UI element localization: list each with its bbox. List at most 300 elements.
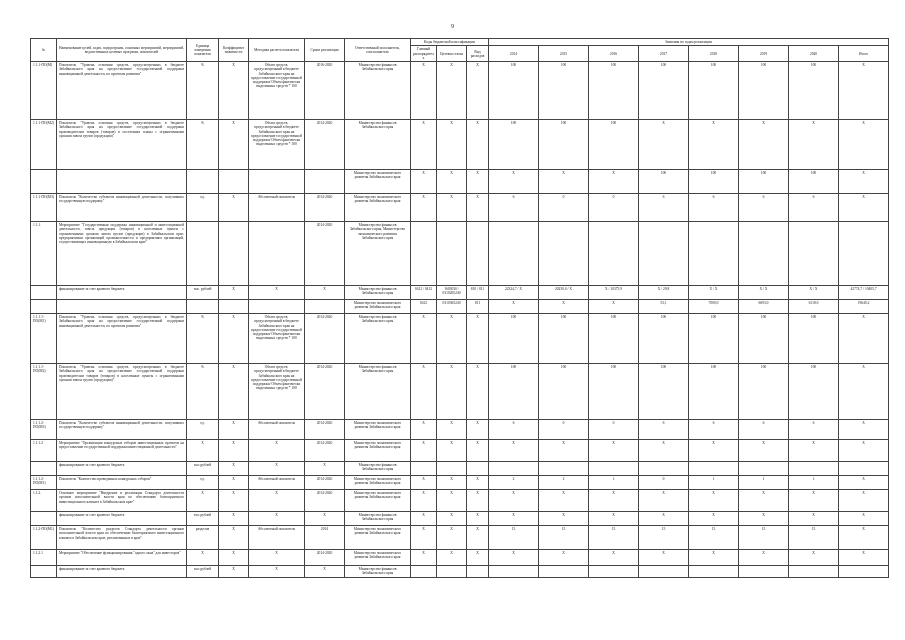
cell-name: Мероприятие "Государственная поддержка инновационной и инвестиционной деятельности, завоза продукции (товаров) в населенные пункты с ограниченными сроками завоза грузов (продукции) в Забайкальском крае, предприятиями организаций промышленности и предприятиям организаций, осуществляющих инновационную в Забайкальском крае" (57, 222, 187, 286)
cell-year-value: Х (639, 490, 689, 512)
cell-year-value: 100 (639, 364, 689, 420)
cell-name: Показатель "Количество разделов Стандарта деятельности органов исполнительной власти края по обеспечению благоприятного инвестиционного климата в Забайкальском крае, реализованных в крае" (57, 526, 187, 550)
cell-year-value: 6 (789, 420, 839, 440)
cell-b2: Х (437, 550, 467, 566)
cell-year-value: Х (489, 300, 539, 314)
cell-b2: Х (437, 476, 467, 490)
cell-year-value: 1 (789, 476, 839, 490)
cell-method: Объем средств, предусмотренный в бюджете Забайкальского края на предоставление государственной поддержки/ Объем фактически выделенных средств * 100 (249, 364, 305, 420)
cell-year-value: 20250,0 / Х (539, 286, 589, 300)
cell-unit: Х (187, 440, 219, 462)
cell-year-value: 100 (489, 364, 539, 420)
cell-year-value: 100 (539, 314, 589, 364)
cell-method: Х (249, 440, 305, 462)
cell-year-value: Х (489, 512, 539, 526)
page-number: 9 (451, 24, 454, 30)
cell-year-value: Х (489, 490, 539, 512)
cell-period: 2014-2020 (305, 364, 345, 420)
header-budget-article: Целевая статья (437, 46, 467, 62)
cell-period: 2014-2020 (305, 550, 345, 566)
cell-b3: Х (467, 512, 489, 526)
cell-coef: Х (219, 462, 249, 476)
cell-unit (187, 170, 219, 194)
cell-year-value: Х (689, 550, 739, 566)
cell-num (31, 300, 57, 314)
cell-year-value: Х / 29,8 (639, 286, 689, 300)
cell-year-value: 100 (689, 314, 739, 364)
cell-b2: 1603030 / 0310265240 (437, 286, 467, 300)
cell-unit: разделов (187, 526, 219, 550)
table-row (31, 194, 889, 222)
cell-resp: Министерство финансов Забайкальского края (345, 512, 411, 526)
cell-b2: Х (437, 440, 467, 462)
cell-year-value: 100 (539, 120, 589, 170)
program-table-sheet (30, 38, 888, 578)
cell-year-value: 100 (789, 62, 839, 120)
cell-b1: Х (411, 120, 437, 170)
cell-year-value: Х (689, 512, 739, 526)
cell-total: Х (839, 512, 889, 526)
table-row (31, 566, 889, 578)
cell-year-value: Х (789, 512, 839, 526)
cell-year-value: Х (789, 440, 839, 462)
cell-total: Х (839, 440, 889, 462)
cell-name: Мероприятие "Обеспечение функционирования "одного окна" для инвесторов" (57, 550, 187, 566)
header-budget-codes: Коды бюджетной классификации (411, 39, 489, 46)
cell-b1 (411, 222, 437, 286)
cell-num: 1.1.1.1-ПО(М2) (31, 364, 57, 420)
cell-period: 2014-2020 (305, 440, 345, 462)
cell-resp: Министерство финансов Забайкальского края (345, 364, 411, 420)
cell-total: Х (839, 62, 889, 120)
cell-year-value: 6 (789, 194, 839, 222)
cell-year-value: Х (589, 440, 639, 462)
cell-year-value: 15 (639, 526, 689, 550)
cell-resp: Министерство экономического развития Забайкальского края (345, 490, 411, 512)
cell-method: Х (249, 550, 305, 566)
cell-unit: ед. (187, 194, 219, 222)
cell-year-value: 15 (689, 526, 739, 550)
table-row (31, 440, 889, 462)
cell-num: 1.1.2-ПО(М1) (31, 526, 57, 550)
cell-resp: Министерство финансов Забайкальского края (345, 314, 411, 364)
cell-b3: Х (467, 490, 489, 512)
cell-b3: Х (467, 440, 489, 462)
header-budget-main: Главный распорядитель (411, 46, 437, 62)
cell-b2: Х (437, 62, 467, 120)
cell-year-value: 53,1 (639, 300, 689, 314)
cell-b2 (437, 462, 467, 476)
cell-year-value: 6 (639, 194, 689, 222)
cell-year-value (689, 566, 739, 578)
cell-coef: Х (219, 364, 249, 420)
cell-resp: Министерство экономического развития Забайкальского края (345, 420, 411, 440)
cell-year-value: Х (739, 550, 789, 566)
cell-b2: Х (437, 364, 467, 420)
cell-year-value: Х (489, 550, 539, 566)
cell-b3: Х (467, 314, 489, 364)
header-year: 2016 (589, 46, 639, 62)
cell-year-value (539, 222, 589, 286)
cell-year-value (589, 222, 639, 286)
cell-num: 1.1.1.2-ПО(М3) (31, 420, 57, 440)
cell-coef: Х (219, 194, 249, 222)
cell-name: Показатель "Количество субъектов инновационной деятельности, получивших государственную поддержку" (57, 420, 187, 440)
cell-name: финансирование за счет краевого бюджета (57, 462, 187, 476)
cell-coef (219, 222, 249, 286)
cell-method: Х (249, 490, 305, 512)
cell-unit: ед. (187, 476, 219, 490)
cell-year-value: 15 (739, 526, 789, 550)
header-name: Наименование целей, задач, подпрограмм, основных мероприятий, мероприятий, ведомственных целевых программ, показателей (57, 39, 187, 62)
cell-year-value: Х (539, 440, 589, 462)
cell-name: финансирование за счет краевого бюджета (57, 566, 187, 578)
cell-num (31, 462, 57, 476)
cell-method: Х (249, 462, 305, 476)
cell-year-value (489, 566, 539, 578)
cell-unit: тыс. рублей (187, 286, 219, 300)
cell-b1: Х (411, 62, 437, 120)
header-total: Итого (839, 46, 889, 62)
cell-method (249, 300, 305, 314)
cell-year-value: Х (589, 300, 639, 314)
table-row (31, 62, 889, 120)
table-row (31, 286, 889, 300)
cell-b2: Х (437, 490, 467, 512)
cell-total: Х (839, 170, 889, 194)
cell-year-value (739, 222, 789, 286)
header-period: Сроки реализации (305, 39, 345, 62)
cell-year-value: 22324,7 / Х (489, 286, 539, 300)
cell-method (249, 222, 305, 286)
cell-year-value: 100 (589, 120, 639, 170)
cell-unit: % (187, 62, 219, 120)
cell-b2: Х (437, 420, 467, 440)
cell-period: 2014-2020 (305, 222, 345, 286)
cell-year-value: 6 (489, 420, 539, 440)
cell-b3: Х (467, 420, 489, 440)
header-year: 2018 (689, 46, 739, 62)
cell-num: 1.1.1.2-ПО(М1) (31, 476, 57, 490)
cell-year-value: 100 (489, 62, 539, 120)
cell-total: Х (839, 490, 889, 512)
cell-b1: Х (411, 364, 437, 420)
cell-coef: Х (219, 550, 249, 566)
cell-resp: Министерство экономического развития Забайкальского края (345, 170, 411, 194)
cell-resp: Министерство финансов Забайкальского края (345, 566, 411, 578)
cell-year-value (539, 462, 589, 476)
cell-year-value: Х (739, 490, 789, 512)
cell-resp: Министерство финансов Забайкальского края (345, 462, 411, 476)
cell-unit: Х (187, 550, 219, 566)
cell-year-value: Х / Х (689, 286, 739, 300)
cell-period: 2016-2020 (305, 62, 345, 120)
cell-resp: Министерство экономического развития Забайкальского края (345, 550, 411, 566)
cell-year-value (789, 566, 839, 578)
cell-num: 1.1.2. (31, 490, 57, 512)
cell-b3 (467, 222, 489, 286)
cell-name: Показатель "Уровень освоения средств, предусмотренных в бюджете Забайкальского края на предоставление государственной поддержки производителям товаров (товаров) в населенные пункты с ограниченными сроками завоза грузов (продукции)" (57, 364, 187, 420)
cell-year-value: 100 (639, 314, 689, 364)
cell-coef (219, 300, 249, 314)
cell-total: 42774,7 / 10405,7 (839, 286, 889, 300)
cell-period: 2014-2020 (305, 120, 345, 170)
cell-name (57, 300, 187, 314)
cell-unit: ед. (187, 420, 219, 440)
cell-total (839, 462, 889, 476)
cell-year-value: 100 (689, 170, 739, 194)
cell-b3 (467, 566, 489, 578)
cell-unit (187, 222, 219, 286)
cell-name: Показатель "Количество субъектов инновационной деятельности, получивших государственную поддержку" (57, 194, 187, 222)
cell-period: 2014-2020 (305, 420, 345, 440)
cell-name: Показатель "Уровень освоения средств, предусмотренных в бюджете Забайкальского края на предоставление государственной поддержки производителям товаров (товаров) в поселениях планы с ограниченными сроками завоза грузов (продукции)" (57, 120, 187, 170)
cell-resp: Министерство экономического развития Забайкальского края (345, 526, 411, 550)
cell-year-value: Х / Х (739, 286, 789, 300)
cell-b1: Х (411, 440, 437, 462)
cell-year-value (489, 222, 539, 286)
cell-total: Х (839, 420, 889, 440)
cell-year-value: 15 (539, 526, 589, 550)
cell-year-value: 2 (489, 476, 539, 490)
cell-year-value: Х (689, 490, 739, 512)
cell-period: Х (305, 286, 345, 300)
cell-resp: Министерство экономического развития Забайкальского края (345, 194, 411, 222)
cell-unit: тыс.рублей (187, 512, 219, 526)
cell-b2 (437, 222, 467, 286)
cell-year-value: 6 (739, 420, 789, 440)
cell-name: финансирование за счет краевого бюджета (57, 512, 187, 526)
header-year: 2020 (789, 46, 839, 62)
cell-year-value: Х (639, 440, 689, 462)
cell-year-value (589, 566, 639, 578)
cell-coef: Х (219, 512, 249, 526)
cell-resp: Министерство экономического развития Забайкальского края (345, 300, 411, 314)
cell-num: 1.1.1-ПО(М3) (31, 194, 57, 222)
header-year: 2019 (739, 46, 789, 62)
cell-b3: Х (467, 62, 489, 120)
header-year: 2015 (539, 46, 589, 62)
cell-year-value: 1 (689, 476, 739, 490)
cell-year-value: 2 (539, 476, 589, 490)
cell-year-value: Х (589, 490, 639, 512)
cell-method: Объем средств, предусмотренный в бюджете Забайкальского края на предоставление государственной поддержки/ Объем фактически выделенных средств * 100 (249, 62, 305, 120)
cell-year-value: Х (789, 120, 839, 170)
cell-method (249, 170, 305, 194)
cell-year-value: Х (739, 440, 789, 462)
cell-method: Абсолютный показатель (249, 526, 305, 550)
cell-num (31, 512, 57, 526)
cell-b2: Х (437, 526, 467, 550)
cell-b1: Х (411, 526, 437, 550)
cell-year-value: 0 (639, 476, 689, 490)
cell-year-value: 0 (589, 194, 639, 222)
cell-b2: 0310365240 (437, 300, 467, 314)
cell-b3 (467, 462, 489, 476)
cell-period: 2014-2020 (305, 314, 345, 364)
table-row (31, 526, 889, 550)
cell-total (839, 566, 889, 578)
cell-year-value: 100 (739, 170, 789, 194)
cell-year-value: 0 (539, 420, 589, 440)
cell-name: Мероприятие "Организация конкурсных отборов инвестиционных проектов на предоставление государственной поддержки инвестиционной деятельности" (57, 440, 187, 462)
cell-total: Х (839, 526, 889, 550)
cell-period: 2014-2020 (305, 476, 345, 490)
cell-year-value: 6118,0 (789, 300, 839, 314)
cell-b1 (411, 462, 437, 476)
cell-num: 1.1.1-ПО(М) (31, 62, 57, 120)
cell-resp: Министерство финансов Забайкальского края (345, 286, 411, 300)
cell-total: Х (839, 314, 889, 364)
cell-b1: 0412 (411, 300, 437, 314)
header-year: 2017 (639, 46, 689, 62)
cell-year-value: Х (539, 550, 589, 566)
cell-b1: Х (411, 476, 437, 490)
cell-year-value: 100 (739, 314, 789, 364)
cell-year-value (639, 462, 689, 476)
header-method: Методика расчета показателя (249, 39, 305, 62)
cell-num: 1.1.1-ПО(М2) (31, 120, 57, 170)
cell-coef (219, 170, 249, 194)
cell-coef: Х (219, 120, 249, 170)
table-row (31, 462, 889, 476)
cell-coef: Х (219, 286, 249, 300)
cell-year-value: 100 (589, 314, 639, 364)
cell-method: Абсолютный показатель (249, 476, 305, 490)
cell-total: 19640,2 (839, 300, 889, 314)
cell-coef: Х (219, 314, 249, 364)
cell-year-value (639, 222, 689, 286)
cell-year-value: 100 (739, 364, 789, 420)
header-responsible: Ответственный исполнитель, соисполнитель (345, 39, 411, 62)
cell-b2: Х (437, 314, 467, 364)
table-row (31, 222, 889, 286)
cell-year-value: Х (589, 550, 639, 566)
cell-num: 1.1.1.1-ПО(М1) (31, 314, 57, 364)
cell-b1: Х (411, 314, 437, 364)
cell-year-value: Х (539, 512, 589, 526)
cell-b1: 0412 / 0412 (411, 286, 437, 300)
cell-num (31, 170, 57, 194)
cell-year-value: 6 (689, 420, 739, 440)
cell-b1: Х (411, 170, 437, 194)
cell-year-value (489, 462, 539, 476)
cell-year-value: 1 (739, 476, 789, 490)
table-row (31, 300, 889, 314)
cell-year-value: Х (689, 440, 739, 462)
cell-year-value: Х (689, 120, 739, 170)
cell-year-value (639, 566, 689, 578)
cell-year-value: 6 (639, 420, 689, 440)
cell-year-value (739, 566, 789, 578)
cell-method: Объем средств, предусмотренный в бюджете Забайкальского края на предоставление государственной поддержки/ Объем фактически выделенных средств * 100 (249, 314, 305, 364)
cell-coef: Х (219, 490, 249, 512)
cell-year-value: 6 (689, 194, 739, 222)
cell-year-value: Х (639, 120, 689, 170)
cell-b2 (437, 566, 467, 578)
cell-year-value: 100 (589, 62, 639, 120)
cell-resp: Министерство финансов Забайкальского края (345, 62, 411, 120)
cell-num: 1.1.1. (31, 222, 57, 286)
cell-year-value: 100 (739, 62, 789, 120)
cell-year-value: 100 (639, 62, 689, 120)
header-coef: Коэффициент значимости (219, 39, 249, 62)
cell-year-value: 1 (589, 476, 639, 490)
cell-b3: Х (467, 364, 489, 420)
cell-b2: Х (437, 120, 467, 170)
cell-b1: Х (411, 420, 437, 440)
cell-method: Х (249, 512, 305, 526)
cell-coef: Х (219, 420, 249, 440)
cell-b1 (411, 566, 437, 578)
cell-total (839, 222, 889, 286)
cell-period: Х (305, 512, 345, 526)
cell-period: Х (305, 566, 345, 578)
cell-unit (187, 300, 219, 314)
cell-year-value: Х (539, 490, 589, 512)
cell-year-value: 6693,0 (739, 300, 789, 314)
cell-name: Показатель "Количество проведенных конкурсных отборов" (57, 476, 187, 490)
cell-year-value: 100 (789, 364, 839, 420)
cell-year-value: 15 (789, 526, 839, 550)
cell-resp: Министерство финансов Забайкальского края, Министерство экономического развития Забайкальского края (345, 222, 411, 286)
cell-year-value: 100 (489, 314, 539, 364)
table-row (31, 314, 889, 364)
cell-year-value: Х (539, 300, 589, 314)
header-num: № (31, 39, 57, 62)
cell-b3: Х (467, 194, 489, 222)
cell-year-value: Х (489, 170, 539, 194)
cell-year-value: 100 (489, 120, 539, 170)
cell-num: 1.1.1.2 (31, 440, 57, 462)
cell-year-value (739, 462, 789, 476)
cell-year-value: Х (789, 550, 839, 566)
cell-b3: Х (467, 120, 489, 170)
cell-unit: Х (187, 490, 219, 512)
cell-num (31, 566, 57, 578)
program-table (30, 38, 889, 578)
cell-b3: Х (467, 526, 489, 550)
cell-year-value: 100 (639, 170, 689, 194)
cell-year-value: Х (539, 170, 589, 194)
cell-year-value: Х (739, 512, 789, 526)
cell-method: Х (249, 286, 305, 300)
cell-year-value (689, 222, 739, 286)
cell-b3: Х (467, 170, 489, 194)
cell-year-value: 100 (689, 62, 739, 120)
cell-method: Абсолютный показатель (249, 194, 305, 222)
cell-method: Х (249, 566, 305, 578)
cell-coef: Х (219, 566, 249, 578)
cell-total: Х (839, 194, 889, 222)
cell-year-value: Х (639, 512, 689, 526)
cell-year-value: 6 (739, 194, 789, 222)
cell-year-value: 15 (589, 526, 639, 550)
header-year: 2014 (489, 46, 539, 62)
cell-name (57, 170, 187, 194)
cell-year-value: 7000,0 (689, 300, 739, 314)
cell-resp: Министерство финансов Забайкальского края (345, 120, 411, 170)
cell-resp: Министерство экономического развития Забайкальского края (345, 476, 411, 490)
cell-total: Х (839, 364, 889, 420)
cell-year-value: 100 (689, 364, 739, 420)
cell-year-value: Х (489, 440, 539, 462)
cell-coef: Х (219, 476, 249, 490)
cell-year-value: Х (589, 512, 639, 526)
cell-unit: % (187, 364, 219, 420)
cell-year-value: 0 (589, 420, 639, 440)
cell-unit: тыс.рублей (187, 566, 219, 578)
